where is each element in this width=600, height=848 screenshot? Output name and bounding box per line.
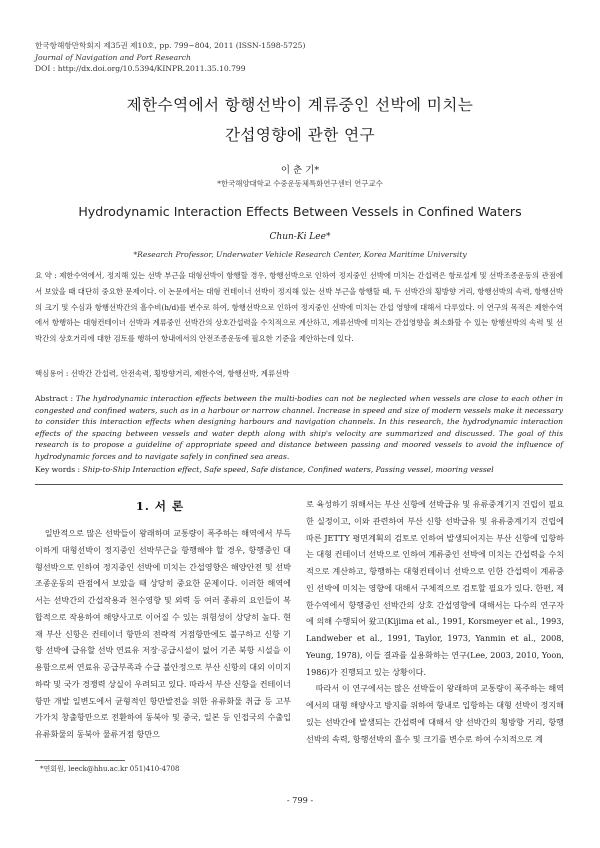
affiliation-korean: *한국해양대학교 수중운동체특화연구센터 연구교수	[217, 179, 383, 188]
page-number: - 799 -	[286, 795, 314, 805]
footnote-rule	[35, 760, 125, 761]
keywords-english	[35, 465, 563, 474]
author-korean: 이 춘 기*	[280, 165, 320, 176]
author-english: Chun-Ki Lee*	[269, 232, 331, 242]
keywords-english-label: Key words :	[35, 465, 83, 474]
journal-name-en: Journal of Navigation and Port Research	[35, 52, 191, 62]
keywords-korean-text: 선박간 간섭력, 안전속력, 횡방향거리, 제한수역, 항행선박, 계류선박	[70, 369, 290, 378]
abstract-english-text: The hydrodynamic interaction effects between the multi-bodies can not be neglected when vessels are close to each other in congested and confined waters, such as in a harbour or narrow channel. Increase in speed and size of modern vessels make it necessary to consider this interaction effects when designing harbours and navigation channels. In this research, the hydrodynamic interaction effects of the spacing between vessels and water depth along with ship's velocity are summarized and discussed. The goal of this research is to propose a guideline of appropriate speed and distance between passing and moored vessels to avoid the influence of hydrodynamic forces and to navigate safely in confined sea areas.	[35, 394, 563, 461]
body-column-left	[35, 525, 291, 743]
section-heading-introduction: 1. 서 론	[135, 499, 185, 513]
body-paragraph: 따라서 이 연구에서는 많은 선박들이 왕래하며 교통량이 폭주하는 해역에서의 대형 해양사고 방지를 위하여 항내로 입항하는 대형 선박이 정지해있는 선박간에 발생되는 간섭력에 대해서 양 선박간의 횡방향 거리, 항행선박의 속력, 항행선박의 흘수 및 크기를 변수로 하여 수치적으로 계	[306, 683, 564, 744]
body-paragraph: 로 육성하기 위해서는 부산 신항에 선박급유 및 유류중계기지 건립이 필요한 실정이고, 이와 관련하여 부산 신항 선박급유 및 유류중계기지 건립에 따른 JETTY 평면계획의 검토로 인하여 발생되어지는 부산 신항에 입항하는 대형 컨테이너 선박으로 인하여 계류중인 선박에 미치는 간섭력을 수치적으로 계산하고, 항행하는 대형컨테이너 선박으로 인한 간섭력이 계류중인 선박에 미치는 영향에 대해서 구체적으로 검토할 필요가 있다. 한편, 제한수역에서 항행중인 선박간의 상호 간섭영향에 대해서는 다수의 연구자에 의해 수행되어 왔고(Kijima et al., 1991, Korsmeyer et al., 1993, Landweber et al., 1991, Taylor, 1973, Yanmin et al., 2008, Yeung, 1978), 이들 결과를 실용화하는 연구(Lee, 2003, 2010, Yoon, 1986)가 진행되고 있는 상황이다.	[306, 499, 564, 677]
body-paragraph: 일반적으로 많은 선박들이 왕래하며 교통량이 폭주하는 해역에서 부득이하게 대형선박이 정지중인 선박부근을 항행해야 할 경우, 항행중인 대형선박으로 인하여 정지중인 선박에 미치는 간섭영향은 해양안전 및 선박조종운동의 관점에서 보았을 때 상당히 중요한 문제이다. 이러한 해역에서는 선박간의 간섭작용과 천수영향 및 외력 등 여러 종류의 요인들이 복합적으로 작용하여 해양사고로 이어질 수 있는 위험성이 상당히 높다. 현재 부산 신항은 컨테이너 항만의 전략적 거점항만에도 불구하고 신항 기항 선박에 급유할 선박 연료유 저장·공급시설이 없어 기존 북항 시설을 이용함으로써 연료유 공급부족과 수급 불안정으로 부산 신항의 대외 이미지 하락 및 국가 경쟁력 상실이 우려되고 있다. 따라서 부산 신항을 컨테이너 항만 개발 일변도에서 균형적인 항만발전을 위한 유류화물 취급 등 고부가가치 창출항만으로 전환하여 동북아 및 중국, 일본 등 인접국의 수출입 유류화물의 동북아 물류거점 항만으	[35, 528, 291, 739]
title-korean	[0, 90, 600, 150]
keywords-english-text: Ship-to-Ship Interaction effect, Safe speed, Safe distance, Confined waters, Passing vessel, mooring vessel	[82, 465, 494, 474]
journal-header	[35, 40, 305, 75]
abstract-english	[35, 393, 563, 463]
section-divider	[35, 484, 563, 485]
title-korean-line1: 제한수역에서 항행선박이 계류중인 선박에 미치는	[126, 96, 474, 114]
doi: DOI : http://dx.doi.org/10.5394/KINPR.2011.35.10.799	[35, 64, 246, 73]
keywords-korean	[35, 368, 563, 379]
keywords-korean-label: 핵심용어 :	[35, 369, 71, 378]
journal-citation: 한국항해항만학회지 제35권 제10호, pp. 799~804, 2011 (ISSN-1598-5725)	[35, 41, 306, 50]
title-korean-line2: 간섭영향에 관한 연구	[224, 126, 376, 144]
abstract-korean-text: 제한수역에서, 정지해 있는 선박 부근을 대형선박이 항행할 경우, 항행선박으로 인하여 정지중인 선박에 미치는 간섭력은 항로설계 및 선박조종운동의 관점에서 보았을 때 대단히 중요한 문제이다. 이 논문에서는 대형 컨테이너 선박이 정지해 있는 선박 부근을 항행할 때, 두 선박간의 횡방향 거리, 항행선박의 속력, 항행선박의 크기 및 수심과 항행선박간의 흘수비(h/d)를 변수로 하여, 항행선박으로 인하여 정지중인 선박에 미치는 간섭 영향에 대해서 다루었다. 이 연구의 목적은 제한수역에서 항행하는 대형컨테이너 선박과 계류중인 선박간의 상호간섭력을 수치적으로 계산하고, 계류선박에 미치는 간섭영향을 최소화할 수 있는 항행선박의 속력 및 선박간의 상호거리에 대한 검토를 행하여 항내에서의 안전조종운동에 필요한 기준을 제안하는데 있다.	[35, 271, 563, 344]
abstract-english-label: Abstract :	[35, 394, 76, 403]
abstract-korean	[35, 268, 563, 347]
title-english: Hydrodynamic Interaction Effects Between Vessels in Confined Waters	[78, 204, 522, 219]
footnote: *연회원, leeck@hhu.ac.kr 051)410-4708	[40, 765, 180, 773]
body-column-right	[306, 496, 564, 747]
affiliation-english: *Research Professor, Underwater Vehicle Research Center, Korea Maritime University	[133, 250, 467, 259]
abstract-korean-label: 요 약 :	[35, 271, 60, 280]
